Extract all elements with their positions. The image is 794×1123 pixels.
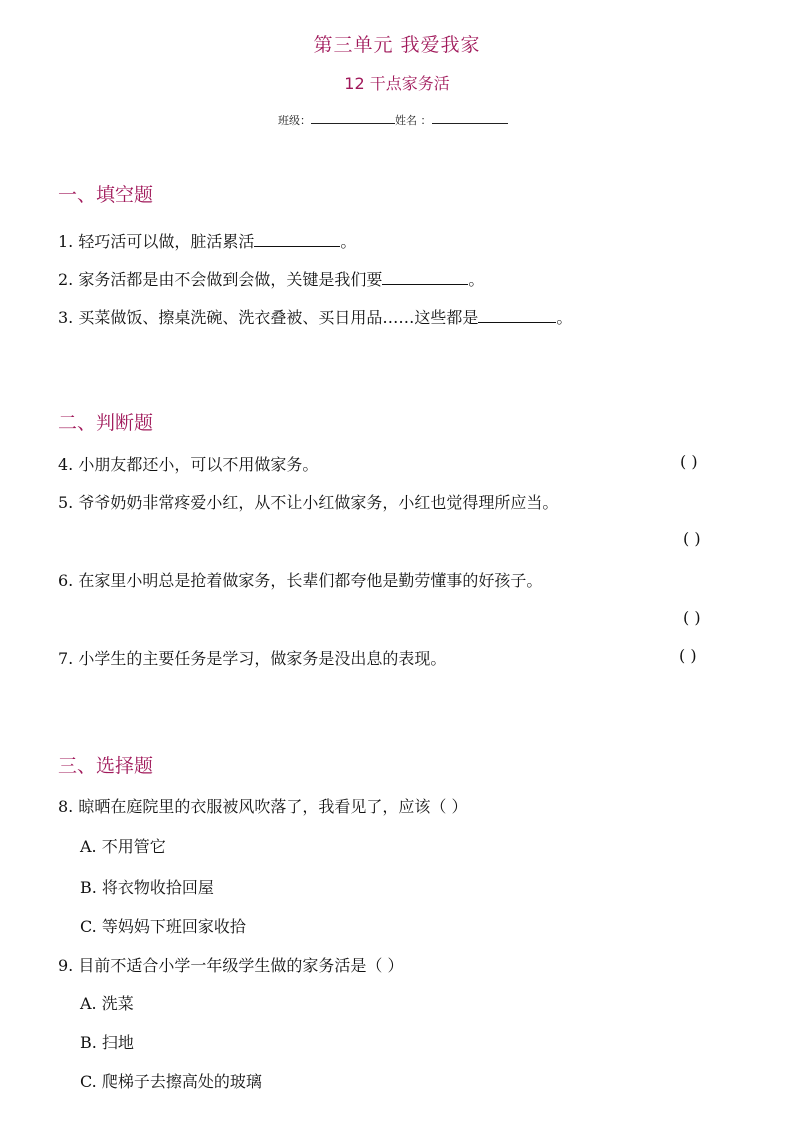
question-text: 1. 轻巧活可以做，脏活累活 [58,232,255,251]
lesson-title: 12 干点家务活 [344,74,450,93]
choice-question-9: 9. 目前不适合小学一年级学生做的家务活是（ ） [58,956,404,975]
section-judge-heading: 二、判断题 [58,412,154,434]
name-label: 姓名 ： [395,114,432,127]
question-end: 。 [468,270,485,289]
answer-blank[interactable] [478,308,556,323]
section-choice-heading: 三、选择题 [58,755,154,777]
answer-blank[interactable] [254,232,340,247]
judge-answer-6[interactable]: ( ) [683,608,701,627]
question-end: 。 [340,232,357,251]
judge-question-4: 4. 小朋友都还小，可以不用做家务。 [58,455,319,474]
answer-blank[interactable] [382,270,468,285]
choice-8-option-c[interactable]: C. 等妈妈下班回家收拾 [80,917,246,936]
fill-question-3 [58,305,572,328]
choice-9-option-c[interactable]: C. 爬梯子去擦高处的玻璃 [80,1072,262,1091]
question-text: 2. 家务活都是由不会做到会做，关键是我们要 [58,270,383,289]
unit-title: 第三单元 我爱我家 [313,34,481,56]
choice-9-option-a[interactable]: A. 洗菜 [80,994,134,1013]
question-text: 3. 买菜做饭、擦桌洗碗、洗衣叠被、买日用品……这些都是 [58,308,479,327]
choice-8-option-a[interactable]: A. 不用管它 [80,837,166,856]
fill-question-1 [58,229,356,252]
name-blank[interactable] [432,111,508,124]
judge-answer-5[interactable]: ( ) [683,529,701,548]
class-label: 班级： [278,114,311,127]
fill-question-2 [58,267,484,290]
judge-question-5: 5. 爷爷奶奶非常疼爱小红，从不让小红做家务，小红也觉得理所应当。 [58,493,559,512]
choice-9-option-b[interactable]: B. 扫地 [80,1033,134,1052]
judge-question-6: 6. 在家里小明总是抢着做家务，长辈们都夸他是勤劳懂事的好孩子。 [58,571,543,590]
question-end: 。 [556,308,573,327]
choice-8-option-b[interactable]: B. 将衣物收拾回屋 [80,878,214,897]
class-blank[interactable] [311,111,395,124]
judge-question-7: 7. 小学生的主要任务是学习，做家务是没出息的表现。 [58,649,447,668]
judge-answer-7[interactable]: ( ) [679,646,697,665]
student-info-row [278,111,508,128]
choice-question-8: 8. 晾晒在庭院里的衣服被风吹落了，我看见了，应该（ ） [58,797,468,816]
judge-answer-4[interactable]: ( ) [680,452,698,471]
section-fill-heading: 一、填空题 [58,184,154,206]
